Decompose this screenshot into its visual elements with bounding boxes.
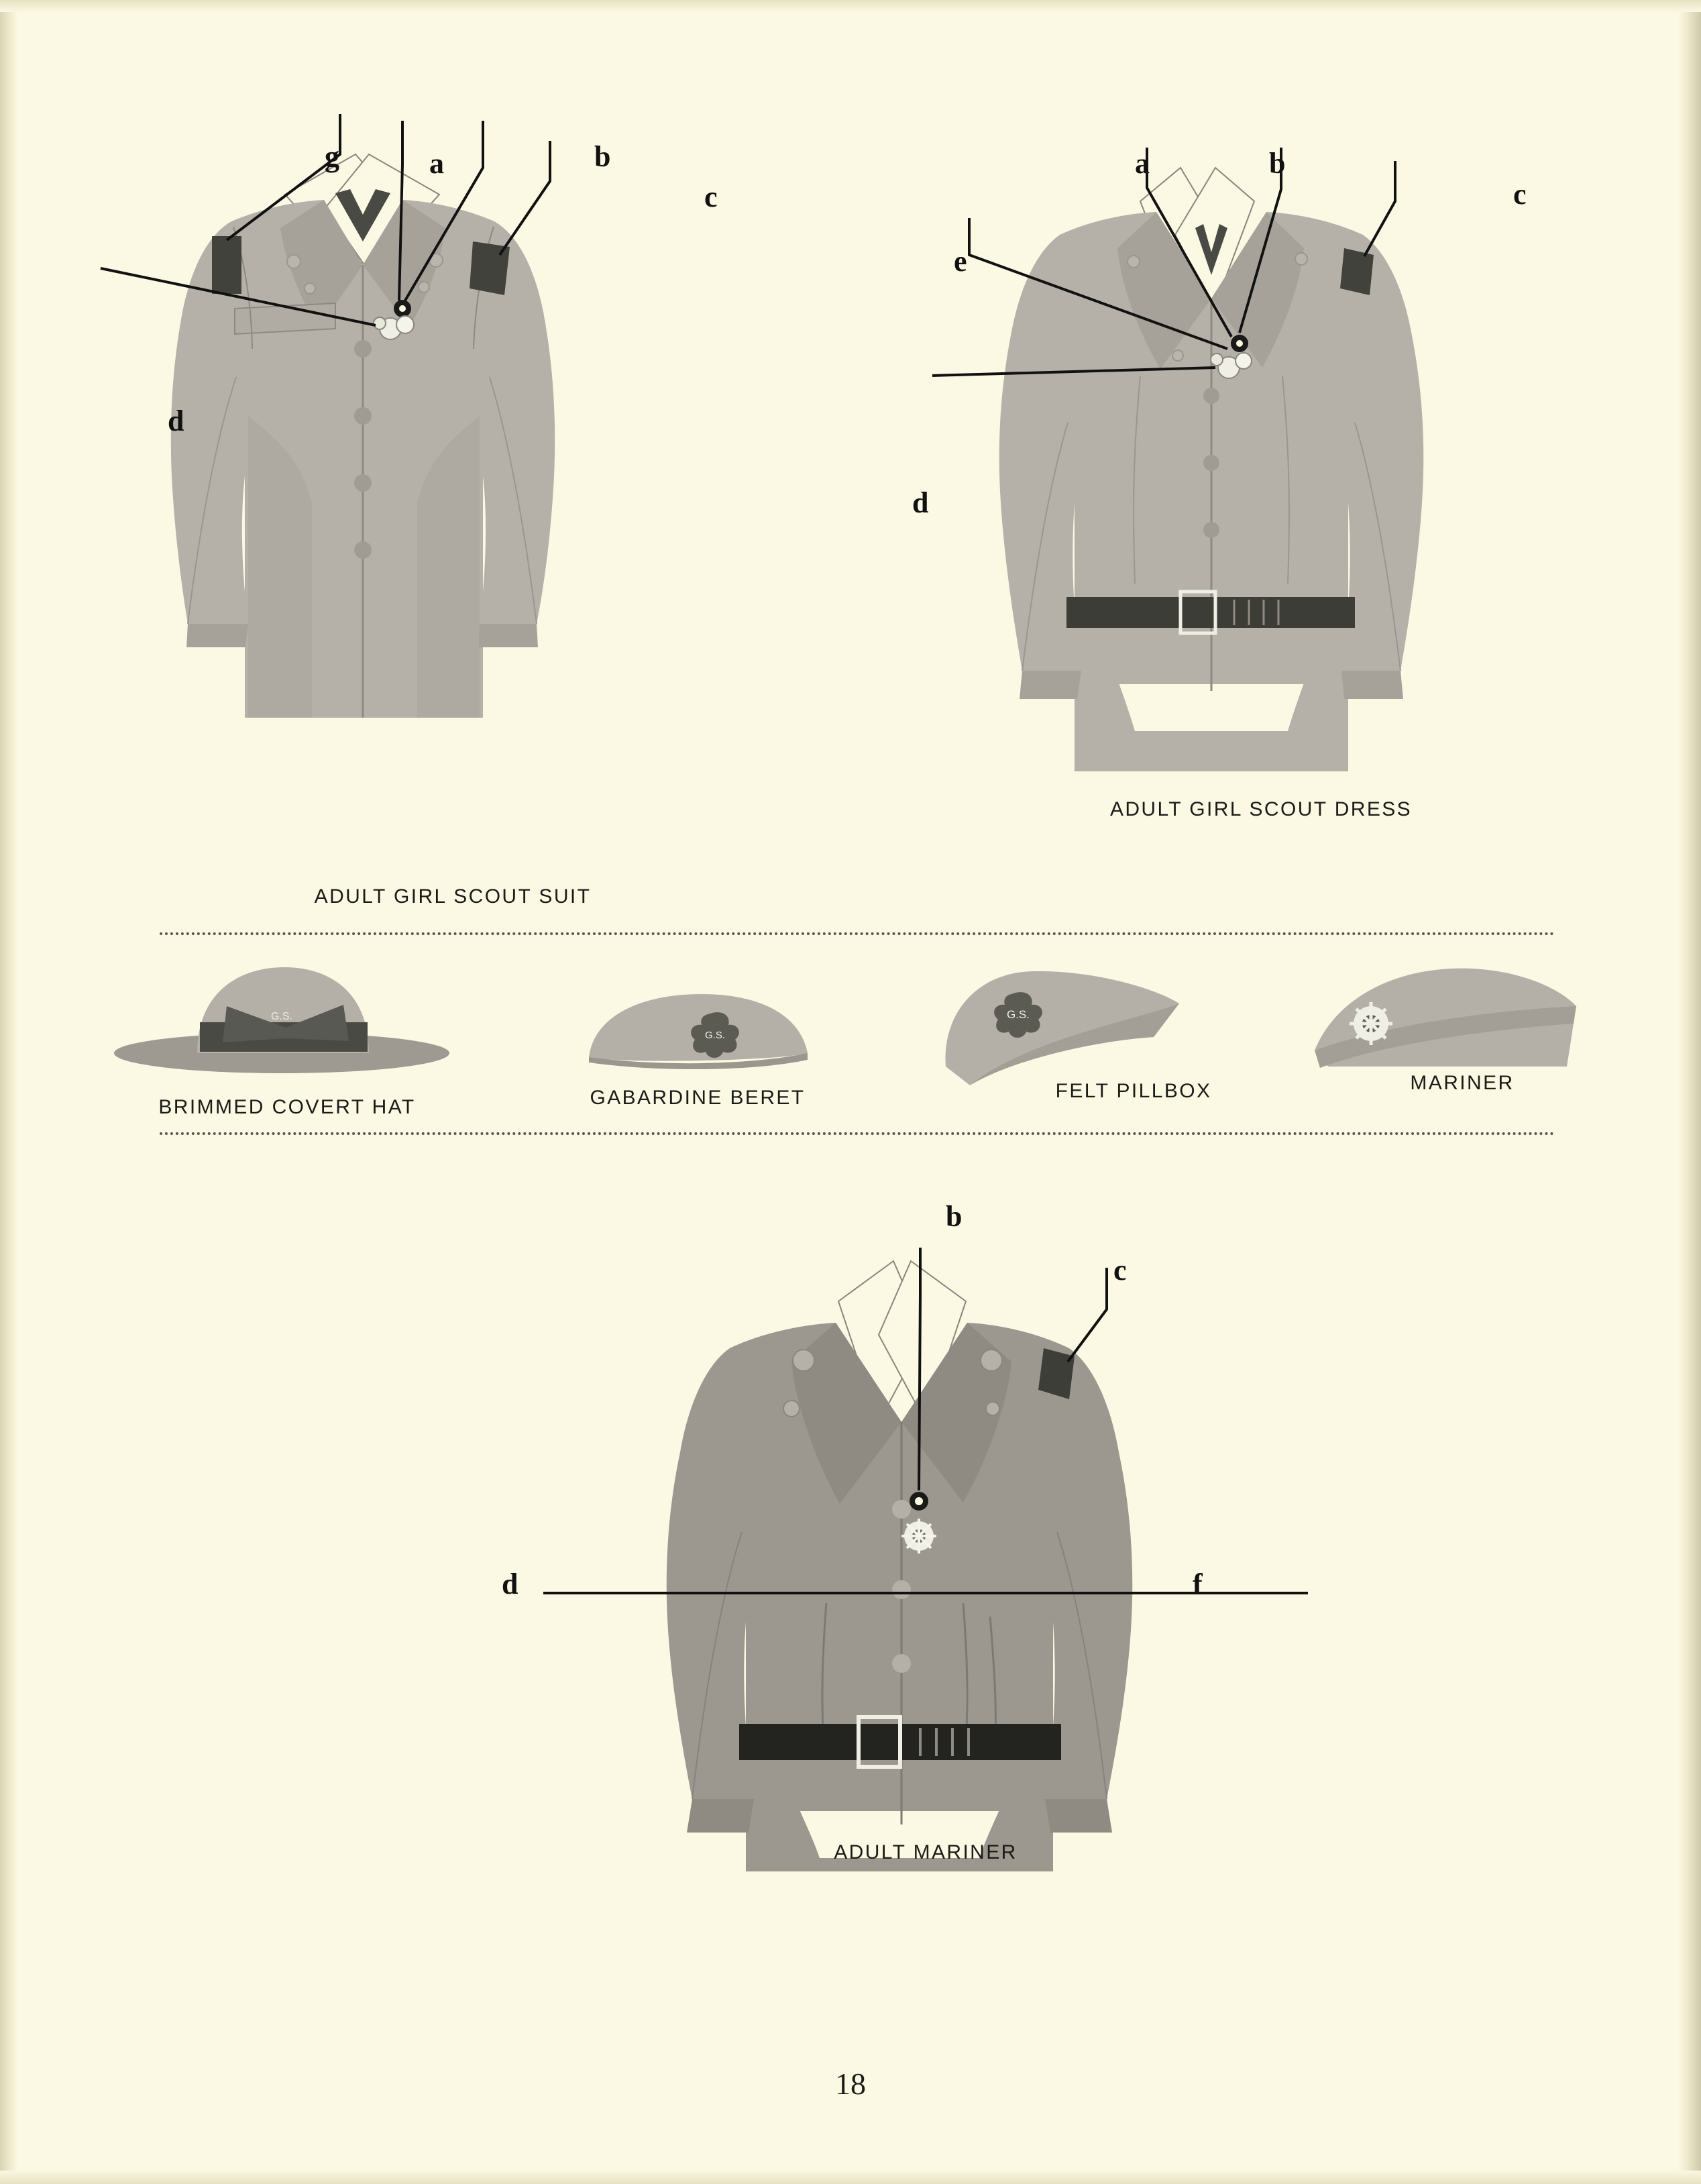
page-edge-bottom xyxy=(0,2171,1701,2184)
belt xyxy=(1066,597,1355,628)
figure-adult-girl-scout-suit xyxy=(134,127,771,908)
key-label-dress-a: a xyxy=(1135,147,1150,180)
key-label-suit-g: g xyxy=(325,140,339,173)
caption-brimmed-covert-hat: BRIMMED COVERT HAT xyxy=(158,1096,416,1118)
headwear-gabardine-beret xyxy=(577,986,818,1109)
key-label-dress-e: e xyxy=(954,245,967,278)
insignia-shoulder-dress xyxy=(1340,248,1374,295)
dress-illustration xyxy=(939,154,1583,885)
figure-adult-girl-scout-dress xyxy=(939,154,1583,885)
caption-felt-pillbox: FELT PILLBOX xyxy=(1055,1080,1212,1102)
svg-text:G.S.: G.S. xyxy=(270,1011,293,1022)
page-edge-left xyxy=(0,0,17,2184)
caption-mariner-cap: MARINER xyxy=(1410,1072,1515,1094)
key-label-mariner-d: d xyxy=(502,1568,518,1600)
collar-emblem-left xyxy=(793,1350,814,1371)
key-label-dress-b: b xyxy=(1269,147,1286,180)
page-number: 18 xyxy=(835,2067,866,2101)
headwear-mariner-cap xyxy=(1308,959,1590,1094)
caption-adult-mariner: ADULT MARINER xyxy=(834,1841,1018,1863)
insignia-shoulder-tab-left xyxy=(212,236,241,294)
key-label-mariner-f: f xyxy=(1193,1568,1203,1600)
caption-gabardine-beret: GABARDINE BERET xyxy=(590,1087,806,1109)
figure-adult-mariner xyxy=(590,1254,1261,1992)
page-edge-top xyxy=(0,0,1701,12)
key-label-suit-c: c xyxy=(704,180,718,213)
divider-top xyxy=(160,932,1555,935)
headwear-brimmed-covert-hat xyxy=(113,952,461,1118)
svg-text:G.S.: G.S. xyxy=(1006,1008,1030,1021)
key-label-suit-b: b xyxy=(594,140,611,173)
caption-adult-girl-scout-dress: ADULT GIRL SCOUT DRESS xyxy=(1109,798,1413,820)
divider-bottom xyxy=(160,1132,1555,1135)
key-label-dress-d: d xyxy=(912,486,929,519)
headwear-felt-pillbox xyxy=(932,959,1212,1102)
key-label-suit-d: d xyxy=(168,404,184,437)
page-edge-right xyxy=(1678,0,1701,2184)
caption-adult-girl-scout-suit: ADULT GIRL SCOUT SUIT xyxy=(314,885,592,908)
key-label-mariner-c: c xyxy=(1113,1254,1127,1287)
collar-emblem-right xyxy=(981,1350,1002,1371)
key-label-suit-a: a xyxy=(429,147,444,180)
mariner-illustration xyxy=(590,1254,1261,1992)
svg-text:G.S.: G.S. xyxy=(704,1030,726,1041)
suit-illustration xyxy=(134,127,771,885)
key-label-mariner-b: b xyxy=(946,1200,963,1233)
key-label-dress-c: c xyxy=(1513,178,1527,211)
